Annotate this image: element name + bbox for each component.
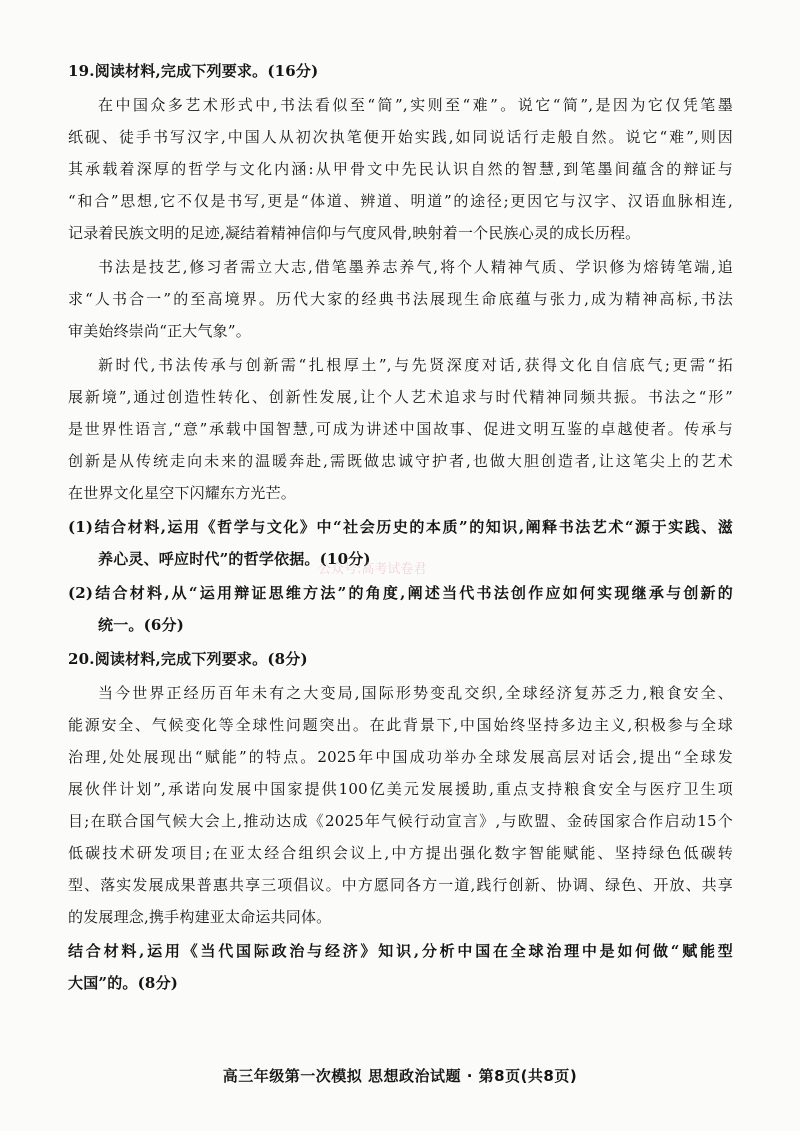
q19-paragraph-2-line-1: 书法是技艺,修习者需立大志,借笔墨养志养气,将个人精神气质、学识修为熔铸笔端,追 bbox=[98, 258, 733, 276]
q20-question-line-1: 结合材料,运用《当代国际政治与经济》知识,分析中国在全球治理中是如何做“赋能型 bbox=[68, 942, 733, 960]
q19-subquestion-1-line-2: 养心灵、呼应时代”的哲学依据。(10分) bbox=[98, 550, 371, 568]
q20-paragraph-line-8: 的发展理念,携手构建亚太命运共同体。 bbox=[68, 908, 332, 926]
q20-paragraph-line-6: 低碳技术研发项目;在亚太经合组织会议上,中方提出强化数字智能赋能、坚持绿色低碳转 bbox=[68, 844, 733, 862]
q19-paragraph-3-line-5: 在世界文化星空下闪耀东方光芒。 bbox=[68, 484, 297, 502]
q20-question-line-2: 大国”的。(8分) bbox=[68, 974, 179, 992]
q19-paragraph-3-line-3: 是世界性语言,“意”承载中国智慧,可成为讲述中国故事、促进文明互鉴的卓越使者。传承与 bbox=[68, 420, 733, 438]
q20-paragraph-line-5: 目;在联合国气候大会上,推动达成《2025年气候行动宣言》,与欧盟、金砖国家合作启动15个 bbox=[68, 812, 733, 830]
q19-subquestion-2-line-2: 统一。(6分) bbox=[98, 616, 185, 634]
q19-paragraph-1-line-2: 纸砚、徒手书写汉字,中国人从初次执笔便开始实践,如同说话行走般自然。说它“难”,则因 bbox=[68, 128, 733, 146]
q19-paragraph-3-line-1: 新时代,书法传承与创新需“扎根厚土”,与先贤深度对话,获得文化自信底气;更需“拓 bbox=[98, 356, 733, 374]
q19-paragraph-3-line-4: 创新是从传统走向未来的温暖奔赴,需既做忠诚守护者,也做大胆创造者,让这笔尖上的艺术 bbox=[68, 452, 733, 470]
page-footer: 高三年级第一次模拟 思想政治试题 · 第8页(共8页) bbox=[222, 1067, 578, 1085]
q20-paragraph-line-2: 能源安全、气候变化等全球性问题突出。在此背景下,中国始终坚持多边主义,积极参与全球 bbox=[68, 716, 733, 734]
q19-paragraph-1-line-5: 记录着民族文明的足迹,凝结着精神信仰与气度风骨,映射着一个民族心灵的成长历程。 bbox=[68, 224, 641, 242]
q20-paragraph-line-4: 展伙伴计划”,承诺向发展中国家提供100亿美元发展援助,重点支持粮食安全与医疗卫生项 bbox=[68, 780, 733, 798]
q19-subquestion-2-line-1: (2)结合材料,从“运用辩证思维方法”的角度,阐述当代书法创作应如何实现继承与创新的 bbox=[68, 584, 733, 602]
q19-paragraph-3-line-2: 展新境”,通过创造性转化、创新性发展,让个人艺术追求与时代精神同频共振。书法之“形” bbox=[68, 388, 733, 406]
watermark-text: 公众号:高考试卷君 bbox=[318, 562, 427, 577]
q20-paragraph-line-3: 治理,处处展现出“赋能”的特点。2025年中国成功举办全球发展高层对话会,提出“全球发 bbox=[68, 748, 733, 766]
q19-paragraph-2-line-3: 审美始终崇尚“正大气象”。 bbox=[68, 322, 251, 340]
question-19-title: 19.阅读材料,完成下列要求。(16分) bbox=[68, 62, 319, 80]
q20-paragraph-line-7: 型、落实发展成果普惠共享三项倡议。中方愿同各方一道,践行创新、协调、绿色、开放、共享 bbox=[68, 876, 733, 894]
q19-paragraph-1-line-4: “和合”思想,它不仅是书写,更是“体道、辨道、明道”的途径;更因它与汉字、汉语血脉相连, bbox=[68, 192, 733, 210]
q19-paragraph-1-line-1: 在中国众多艺术形式中,书法看似至“简”,实则至“难”。说它“简”,是因为它仅凭笔墨 bbox=[98, 96, 733, 114]
question-20-title: 20.阅读材料,完成下列要求。(8分) bbox=[68, 650, 308, 668]
q19-paragraph-2-line-2: 求“人书合一”的至高境界。历代大家的经典书法展现生命底蕴与张力,成为精神高标,书法 bbox=[68, 290, 733, 308]
q19-paragraph-1-line-3: 其承载着深厚的哲学与文化内涵:从甲骨文中先民认识自然的智慧,到笔墨间蕴含的辩证与 bbox=[68, 160, 733, 178]
q20-paragraph-line-1: 当今世界正经历百年未有之大变局,国际形势变乱交织,全球经济复苏乏力,粮食安全、 bbox=[98, 684, 733, 702]
q19-subquestion-1-line-1: (1)结合材料,运用《哲学与文化》中“社会历史的本质”的知识,阐释书法艺术“源于实践、滋 bbox=[68, 518, 733, 536]
